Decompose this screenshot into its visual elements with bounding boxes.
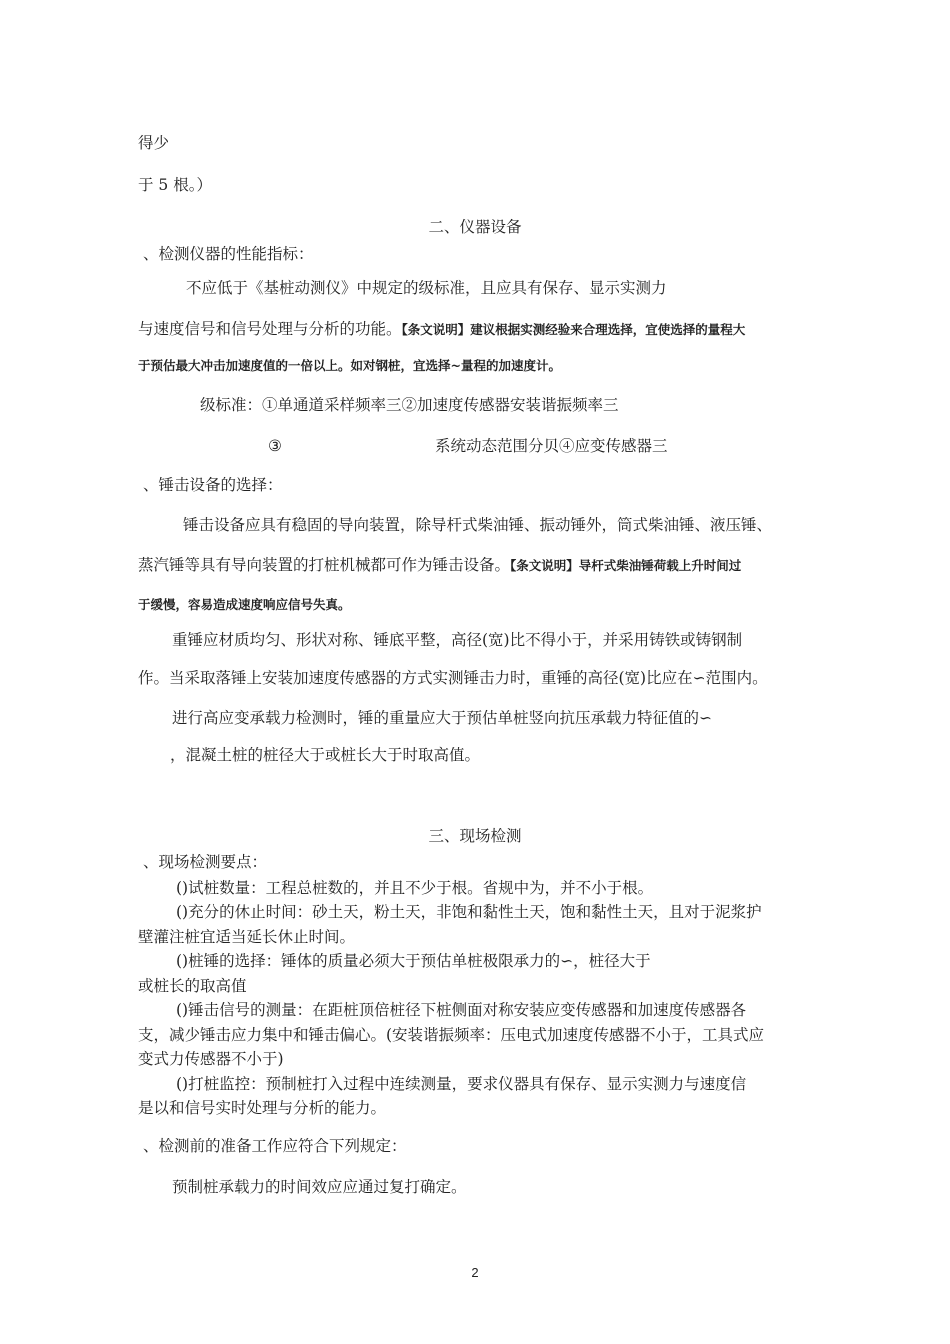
paragraph-text: 蒸汽锤等具有导向装置的打桩机械都可作为锤击设备。 bbox=[138, 556, 511, 574]
text-line: 于 5 根。） bbox=[138, 176, 212, 194]
paragraph-line: 进行高应变承载力检测时，锤的重量应大于预估单桩竖向抗压承载力特征值的∽ bbox=[172, 709, 712, 727]
paragraph-line bbox=[138, 320, 745, 339]
paragraph-line: 不应低于《基桩动测仪》中规定的级标准，且应具有保存、显示实测力 bbox=[186, 279, 667, 297]
paragraph-line: 重锤应材质均匀、形状对称、锤底平整，高径(宽)比不得小于，并采用铸铁或铸钢制 bbox=[172, 631, 743, 649]
standard-line: 系统动态范围分贝④应变传感器三 bbox=[435, 437, 668, 455]
section-title: 三、现场检测 bbox=[428, 827, 522, 845]
list-heading: 、检测前的准备工作应符合下列规定： bbox=[143, 1137, 407, 1155]
list-item: ()打桩监控：预制桩打入过程中连续测量，要求仪器具有保存、显示实测力与速度信 bbox=[176, 1075, 747, 1093]
paragraph-line: 作。当采取落锤上安装加速度传感器的方式实测锤击力时，重锤的高径(宽)比应在∽范围内。 bbox=[138, 669, 768, 687]
paragraph-line: 预制桩承载力的时间效应应通过复打确定。 bbox=[172, 1178, 467, 1196]
text-line: 得少 bbox=[138, 134, 170, 152]
list-item: 变式力传感器不小于) bbox=[138, 1050, 284, 1068]
page-number: 2 bbox=[471, 1265, 479, 1280]
list-item: ()桩锤的选择：锤体的质量必须大于预估单桩极限承力的∽，桩径大于 bbox=[176, 952, 651, 970]
clause-note: 【条文说明】建议根据实测经验来合理选择，宜使选择的量程大 bbox=[401, 322, 746, 337]
list-heading: 、现场检测要点： bbox=[143, 853, 268, 871]
paragraph-line: ，混凝土桩的桩径大于或桩长大于时取高值。 bbox=[170, 746, 481, 764]
clause-note: 于缓慢，容易造成速度响应信号失真。 bbox=[138, 597, 351, 612]
clause-note: 【条文说明】导杆式柴油锤荷载上升时间过 bbox=[510, 558, 742, 573]
list-heading: 、检测仪器的性能指标： bbox=[143, 245, 314, 263]
list-item: 是以和信号实时处理与分析的能力。 bbox=[138, 1099, 387, 1117]
standard-line: ③ bbox=[268, 437, 282, 455]
clause-note: 于预估最大冲击加速度值的一倍以上。如对钢桩，宜选择~量程的加速度计。 bbox=[138, 358, 561, 373]
list-item: 壁灌注桩宜适当延长休止时间。 bbox=[138, 928, 356, 946]
paragraph-line bbox=[138, 556, 741, 575]
paragraph-line: 锤击设备应具有稳固的导向装置，除导杆式柴油锤、振动锤外，筒式柴油锤、液压锤、 bbox=[183, 516, 773, 534]
list-item: 或桩长的取高值 bbox=[138, 977, 247, 995]
paragraph-text: 与速度信号和信号处理与分析的功能。 bbox=[138, 320, 402, 338]
standard-line: 级标准：①单通道采样频率三②加速度传感器安装谐振频率三 bbox=[200, 396, 619, 414]
list-item: ()锤击信号的测量：在距桩顶倍桩径下桩侧面对称安装应变传感器和加速度传感器各 bbox=[176, 1001, 747, 1019]
section-title: 二、仪器设备 bbox=[428, 218, 522, 236]
list-item: ()充分的休止时间：砂土天，粉土天，非饱和黏性土天，饱和黏性土天，且对于泥浆护 bbox=[176, 903, 762, 921]
list-item: 支，减少锤击应力集中和锤击偏心。(安装谐振频率：压电式加速度传感器不小于，工具式应 bbox=[138, 1026, 765, 1044]
list-heading: 、锤击设备的选择： bbox=[143, 476, 283, 494]
list-item: ()试桩数量：工程总桩数的，并且不少于根。省规中为，并不小于根。 bbox=[176, 879, 654, 897]
